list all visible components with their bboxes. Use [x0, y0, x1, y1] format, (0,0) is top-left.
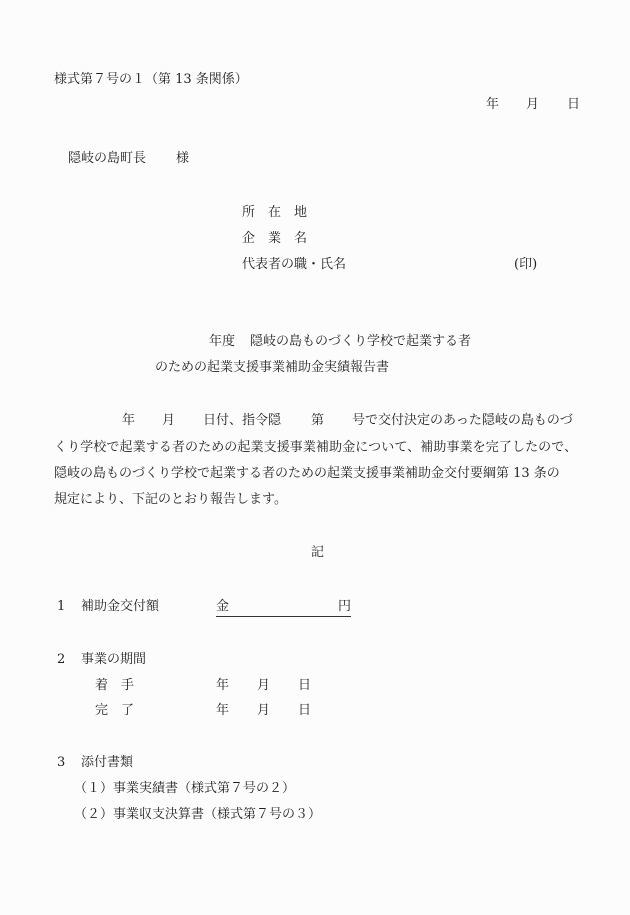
period-start-year: 年 [216, 678, 230, 693]
item2-label: 事業の期間 [81, 652, 147, 667]
period-start-day: 日 [298, 678, 312, 693]
period-end-day: 日 [298, 703, 312, 718]
yen-label: 円 [337, 599, 351, 614]
date-day: 日 [567, 97, 581, 112]
attachment-item: （２）事業収支決算書（様式第７号の３） [74, 807, 322, 822]
period-start-label: 着 手 [95, 678, 135, 693]
title-fiscal-year: 年度 [209, 334, 236, 349]
seal-label: (印) [514, 257, 538, 272]
period-end-month: 月 [257, 703, 271, 718]
body-dai: 第 [311, 413, 325, 428]
addressee-name: 隠岐の島町長 [68, 151, 147, 166]
attachment-item: （１）事業実績書（様式第７号の２） [74, 781, 296, 796]
addressee-honorific: 様 [176, 151, 190, 166]
kin-label: 金 [216, 599, 230, 614]
body-year: 年 [122, 413, 136, 428]
item3-number: 3 [57, 755, 66, 770]
item1-number: 1 [57, 599, 66, 614]
representative-label: 代表者の職・氏名 [242, 257, 347, 272]
address-label: 所 在 地 [242, 205, 308, 220]
item1-label: 補助金交付額 [81, 599, 160, 614]
form-number: 様式第７号の１（第 13 条関係） [54, 72, 248, 87]
body-line1-rest: 号で交付決定のあった隠岐の島ものづ [352, 413, 573, 428]
company-label: 企 業 名 [242, 231, 308, 246]
item2-number: 2 [57, 652, 66, 667]
subsidy-amount-field [216, 599, 351, 617]
period-end-label: 完 了 [95, 703, 135, 718]
item3-label: 添付書類 [81, 755, 134, 770]
period-end-year: 年 [216, 703, 230, 718]
date-year: 年 [486, 97, 500, 112]
body-line4: 規定により、下記のとおり報告します。 [54, 492, 287, 507]
ki-label: 記 [311, 545, 325, 560]
period-start-month: 月 [257, 678, 271, 693]
title-line1: 隠岐の島ものづくり学校で起業する者 [250, 334, 472, 349]
body-line3: 隠岐の島ものづくり学校で起業する者のための起業支援事業補助金交付要綱第 13 条の [54, 466, 560, 481]
title-line2: のための起業支援事業補助金実績報告書 [155, 360, 390, 375]
date-month: 月 [526, 97, 540, 112]
body-day-text: 日付、指令隠 [203, 413, 282, 428]
body-line2: くり学校で起業する者のための起業支援事業補助金について、補助事業を完了したので、 [54, 440, 578, 455]
body-month: 月 [162, 413, 176, 428]
